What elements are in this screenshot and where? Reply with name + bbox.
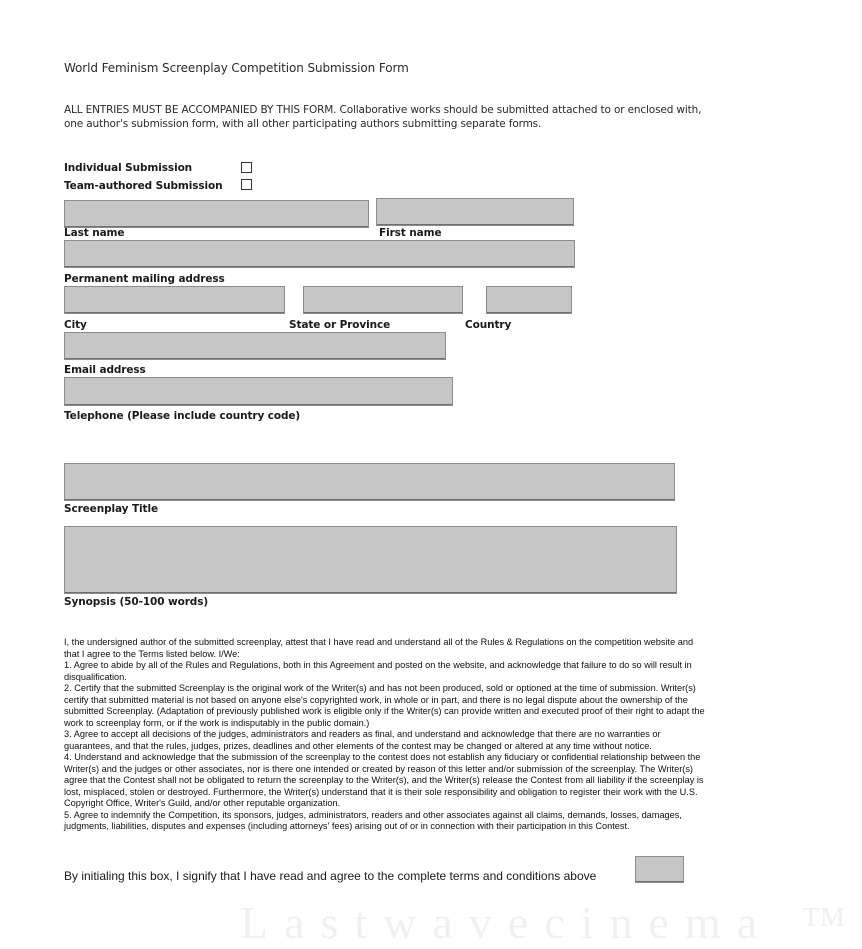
individual-submission-checkbox[interactable] <box>241 162 252 173</box>
last-name-field[interactable] <box>64 200 369 228</box>
screenplay-title-label: Screenplay Title <box>64 503 158 515</box>
country-label: Country <box>465 319 512 331</box>
team-submission-checkbox[interactable] <box>241 179 252 190</box>
terms-intro: I, the undersigned author of the submitted screenplay, attest that I have read and understand all of the Rules & Regulations on the competition website and that I agree to the Terms listed below. I/We: <box>64 637 694 659</box>
team-submission-label: Team-authored Submission <box>64 180 223 192</box>
intro-text: ALL ENTRIES MUST BE ACCOMPANIED BY THIS FORM. Collaborative works should be submitted attached to or enclosed with, one author's submission form, with all other participating authors submitting separate forms. <box>64 104 702 130</box>
telephone-field[interactable] <box>64 377 453 406</box>
individual-submission-label: Individual Submission <box>64 162 193 174</box>
city-label: City <box>64 319 87 331</box>
first-name-label: First name <box>379 227 442 239</box>
last-name-label: Last name <box>64 227 125 239</box>
initial-box-field[interactable] <box>635 856 684 883</box>
email-field[interactable] <box>64 332 446 360</box>
terms-item-3: 3. Agree to accept all decisions of the judges, administrators and readers as final, and understand and acknowledge that there are no warranties or guarantees, and that the rules, judges, prizes, deadlines and other elements of the contest may be changed or altered at any time without notice. <box>64 729 661 751</box>
telephone-label: Telephone (Please include country code) <box>64 410 301 422</box>
synopsis-label: Synopsis (50-100 words) <box>64 596 209 608</box>
initial-statement: By initialing this box, I signify that I have read and agree to the complete terms and conditions above <box>64 869 597 883</box>
country-field[interactable] <box>486 286 572 314</box>
watermark: Lastwavecinema ™ <box>240 897 862 948</box>
terms-item-4: 4. Understand and acknowledge that the submission of the screenplay to the contest does not establish any fiduciary or confidential relationship between the Writer(s) and the judges or other associates, nor is there one intended or created by reason of this letter and/or submission of the screenplay. The Writer(s) agree that the Contest shall not be obligated to return the screenplay to the Writer(s), and the Writer(s) release the Contest from all liability if the screenplay is lost, misplaced, stolen or destroyed. Furthermore, the Writer(s) understand that it is their sole responsibility and obligation to register their work with the U.S. Copyright Office, Writer's Guild, and/or other reputable organization. <box>64 752 704 808</box>
screenplay-title-field[interactable] <box>64 463 675 501</box>
form-title: World Feminism Screenplay Competition Submission Form <box>64 61 409 75</box>
terms-and-conditions <box>64 637 708 833</box>
mailing-address-label: Permanent mailing address <box>64 273 225 285</box>
terms-item-1: 1. Agree to abide by all of the Rules and Regulations, both in this Agreement and posted on the website, and acknowledge that failure to do so will result in disqualification. <box>64 660 692 682</box>
city-field[interactable] <box>64 286 285 314</box>
terms-item-5: 5. Agree to indemnify the Competition, its sponsors, judges, administrators, readers and other associates against all claims, demands, losses, damages, judgments, liabilities, disputes and expenses (including attorneys' fees) arising out of or in connection with their participation in this Contest. <box>64 809 682 831</box>
state-province-label: State or Province <box>289 319 391 331</box>
email-label: Email address <box>64 364 146 376</box>
first-name-field[interactable] <box>376 198 574 226</box>
synopsis-field[interactable] <box>64 526 677 594</box>
terms-item-2: 2. Certify that the submitted Screenplay is the original work of the Writer(s) and has not been produced, sold or optioned at the time of submission. Writer(s) certify that submitted material is not based on anyone else's copyrighted work, in whole or in part, and there is no legal dispute about the ownership of the submitted Screenplay. (Adaptation of previously published work is eligible only if the Writer(s) can provide written and executed proof of their right to adapt the work to screenplay form, or if the work is indisputably in the public domain.) <box>64 683 705 728</box>
mailing-address-field[interactable] <box>64 240 575 268</box>
state-province-field[interactable] <box>303 286 463 314</box>
